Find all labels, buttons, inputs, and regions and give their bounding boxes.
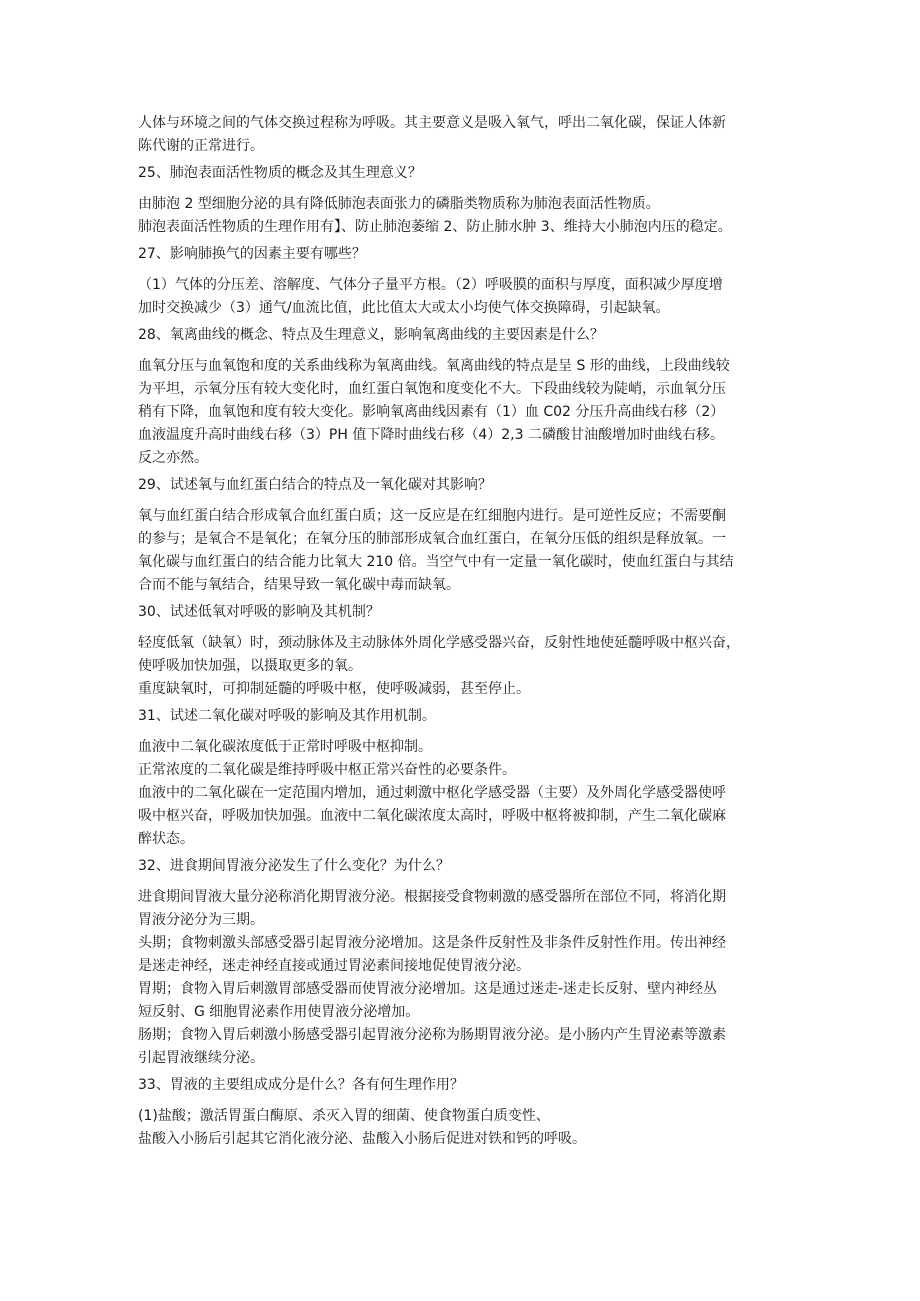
question-heading: 28、氧离曲线的概念、特点及生理意义，影响氧离曲线的主要因素是什么？ [138, 327, 604, 343]
text-line: 胃期；食物入胃后刺激胃部感受器而使胃液分泌增加。这是通过迷走-迷走长反射、壁内神经丛 [138, 981, 718, 997]
answer-paragraph [138, 112, 798, 158]
text-line: 血氧分压与血氧饱和度的关系曲线称为氧离曲线。氧离曲线的特点是呈 S 形的曲线，上段曲线较 [138, 358, 730, 374]
text-line: 肺泡表面活性物质的生理作用有】、防止肺泡萎缩 2、防止肺水肿 3、维持大小肺泡内压的稳定。 [138, 219, 732, 235]
text-line: 反之亦然。 [138, 450, 208, 466]
text-line: 稍有下降，血氧饱和度有较大变化。影响氧离曲线因素有（1）血 C02 分压升高曲线右移（2） [138, 404, 725, 420]
question-heading: 33、胃液的主要组成成分是什么？各有何生理作用？ [138, 1077, 464, 1093]
text-line: 头期；食物刺激头部感受器引起胃液分泌增加。这是条件反射性及非条件反射性作用。传出神经 [138, 935, 726, 951]
answer-paragraph [138, 505, 798, 597]
text-line: 人体与环境之间的气体交换过程称为呼吸。其主要意义是吸入氧气，呼出二氧化碳，保证人体新 [138, 115, 726, 131]
text-line: （1）气体的分压差、溶解度、气体分子量平方根。（2）呼吸膜的面积与厚度，面积减少厚度增 [138, 277, 723, 293]
answer-paragraph [138, 274, 798, 320]
answer-paragraph [138, 193, 798, 239]
text-line: (1)盐酸；激活胃蛋白酶原、杀灭入胃的细菌、使食物蛋白质变性、 [138, 1108, 550, 1124]
question-heading: 25、肺泡表面活性物质的概念及其生理意义？ [138, 165, 422, 181]
text-line: 轻度低氧（缺氧）时，颈动脉体及主动脉体外周化学感受器兴奋，反射性地使延髓呼吸中枢兴奋， [138, 635, 740, 651]
text-line: 进食期间胃液大量分泌称消化期胃液分泌。根据接受食物刺激的感受器所在部位不同，将消化期 [138, 889, 726, 905]
text-line: 肠期；食物入胃后刺激小肠感受器引起胃液分泌称为肠期胃液分泌。是小肠内产生胃泌素等激素 [138, 1027, 726, 1043]
text-line: 血液中二氧化碳浓度低于正常时呼吸中枢抑制。 [138, 739, 432, 755]
text-line: 加时交换减少（3）通气/血流比值，此比值太大或太小均使气体交换障碍，引起缺氧。 [138, 300, 670, 316]
text-line: 正常浓度的二氧化碳是维持呼吸中枢正常兴奋性的必要条件。 [138, 762, 516, 778]
text-line: 使呼吸加快加强，以摄取更多的氧。 [138, 658, 362, 674]
text-line: 吸中枢兴奋，呼吸加快加强。血液中二氧化碳浓度太高时，呼吸中枢将被抑制，产生二氧化碳麻 [138, 808, 726, 824]
question-heading: 30、试述低氧对呼吸的影响及其机制？ [138, 604, 380, 620]
question-heading: 27、影响肺换气的因素主要有哪些？ [138, 246, 366, 262]
text-line: 重度缺氧时，可抑制延髓的呼吸中枢，使呼吸减弱，甚至停止。 [138, 681, 530, 697]
text-line: 由肺泡 2 型细胞分泌的具有降低肺泡表面张力的磷脂类物质称为肺泡表面活性物质。 [138, 196, 660, 212]
answer-paragraph [138, 886, 798, 1070]
text-line: 氧化碳与血红蛋白的结合能力比氧大 210 倍。当空气中有一定量一氧化碳时，使血红蛋白与其结 [138, 554, 734, 570]
answer-paragraph [138, 736, 798, 851]
text-line: 短反射、G 细胞胃泌素作用使胃液分泌增加。 [138, 1004, 420, 1020]
document-page [138, 112, 798, 1155]
text-line: 氧与血红蛋白结合形成氧合血红蛋白质；这一反应是在红细胞内进行。是可逆性反应；不需要酮 [138, 508, 726, 524]
text-line: 盐酸入小肠后引起其它消化液分泌、盐酸入小肠后促进对铁和钙的呼吸。 [138, 1131, 586, 1147]
text-line: 合而不能与氧结合，结果导致一氧化碳中毒而缺氧。 [138, 577, 460, 593]
text-line: 为平坦，示氧分压有较大变化时，血红蛋白氧饱和度变化不大。下段曲线较为陡峭，示血氧分压 [138, 381, 726, 397]
text-line: 醉状态。 [138, 831, 194, 847]
question-heading: 32、进食期间胃液分泌发生了什么变化？为什么？ [138, 858, 450, 874]
text-line: 的参与；是氧合不是氧化；在氧分压的肺部形成氧合血红蛋白，在氧分压低的组织是释放氧。一 [138, 531, 726, 547]
question-heading: 31、试述二氧化碳对呼吸的影响及其作用机制。 [138, 708, 436, 724]
question-heading: 29、试述氧与血红蛋白结合的特点及一氧化碳对其影响？ [138, 477, 492, 493]
text-line: 胃液分泌分为三期。 [138, 912, 264, 928]
text-line: 引起胃液继续分泌。 [138, 1050, 264, 1066]
text-line: 陈代谢的正常进行。 [138, 138, 264, 154]
answer-paragraph [138, 355, 798, 470]
answer-paragraph [138, 1105, 798, 1151]
text-line: 血液温度升高时曲线右移（3）PH 值下降时曲线右移（4）2,3 二磷酸甘油酸增加时曲线右移。 [138, 427, 724, 443]
text-line: 血液中的二氧化碳在一定范围内增加，通过刺激中枢化学感受器（主要）及外周化学感受器使呼 [138, 785, 726, 801]
answer-paragraph [138, 632, 798, 701]
text-line: 是迷走神经，迷走神经直接或通过胃泌素间接地促使胃液分泌。 [138, 958, 530, 974]
